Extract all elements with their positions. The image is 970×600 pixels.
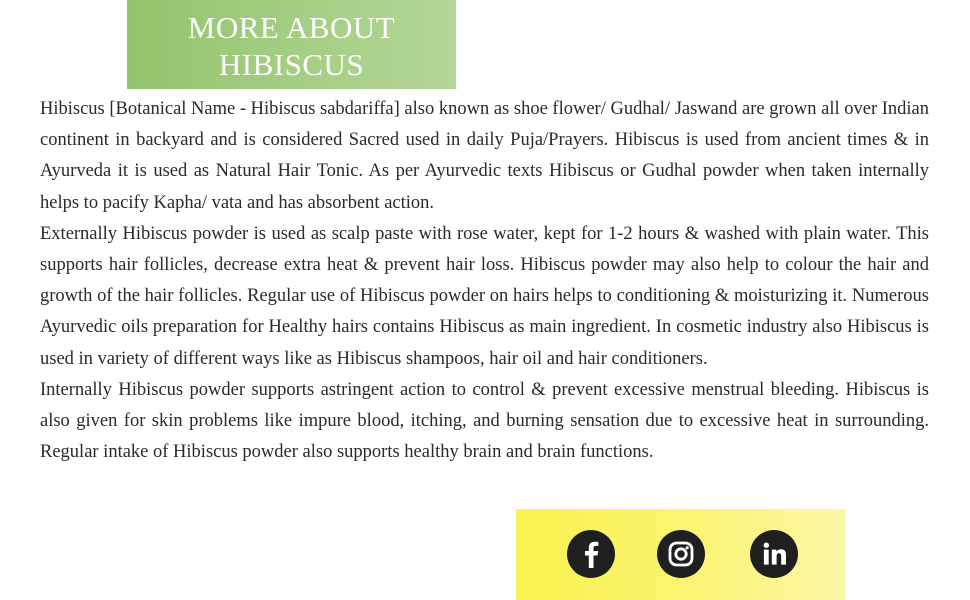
facebook-icon[interactable] (567, 530, 615, 578)
paragraph-external-use: Externally Hibiscus powder is used as scalp paste with rose water, kept for 1-2 hours & washed with plain water. This supports hair follicles, decrease extra heat & prevent hair loss. Hibiscus powder may also help to colour the hair and growth of the hair follicles. Regular use of Hibiscus powder on hairs helps to conditioning & moisturizing it. Numerous Ayurvedic oils preparation for Healthy hairs contains Hibiscus as main ingredient. In cosmetic industry also Hibiscus is used in variety of different ways like as Hibiscus shampoos, hair oil and hair conditioners. (40, 223, 929, 369)
description-body (40, 94, 929, 468)
instagram-glyph (657, 530, 705, 578)
social-links-bar (516, 509, 845, 600)
page-title-line-1: MORE ABOUT (187, 9, 396, 45)
instagram-icon[interactable] (657, 530, 705, 578)
linkedin-glyph (750, 530, 798, 578)
page-title-line-2: HIBISCUS (218, 46, 365, 82)
paragraph-intro: Hibiscus [Botanical Name - Hibiscus sabdariffa] also known as shoe flower/ Gudhal/ Jaswand are grown all over Indian continent in backyard and is considered Sacred used in daily Puja/Prayers. Hibiscus is used from ancient times & in Ayurveda it is used as Natural Hair Tonic. As per Ayurvedic texts Hibiscus or Gudhal powder when taken internally helps to pacify Kapha/ vata and has absorbent action. (40, 99, 929, 213)
paragraph-internal-use: Internally Hibiscus powder supports astringent action to control & prevent excessive menstrual bleeding. Hibiscus is also given for skin problems like impure blood, itching, and burning sensation due to excessive heat in surrounding. Regular intake of Hibiscus powder also supports healthy brain and brain functions. (40, 379, 929, 463)
linkedin-icon[interactable] (750, 530, 798, 578)
title-banner (127, 0, 456, 89)
facebook-glyph (567, 530, 615, 578)
